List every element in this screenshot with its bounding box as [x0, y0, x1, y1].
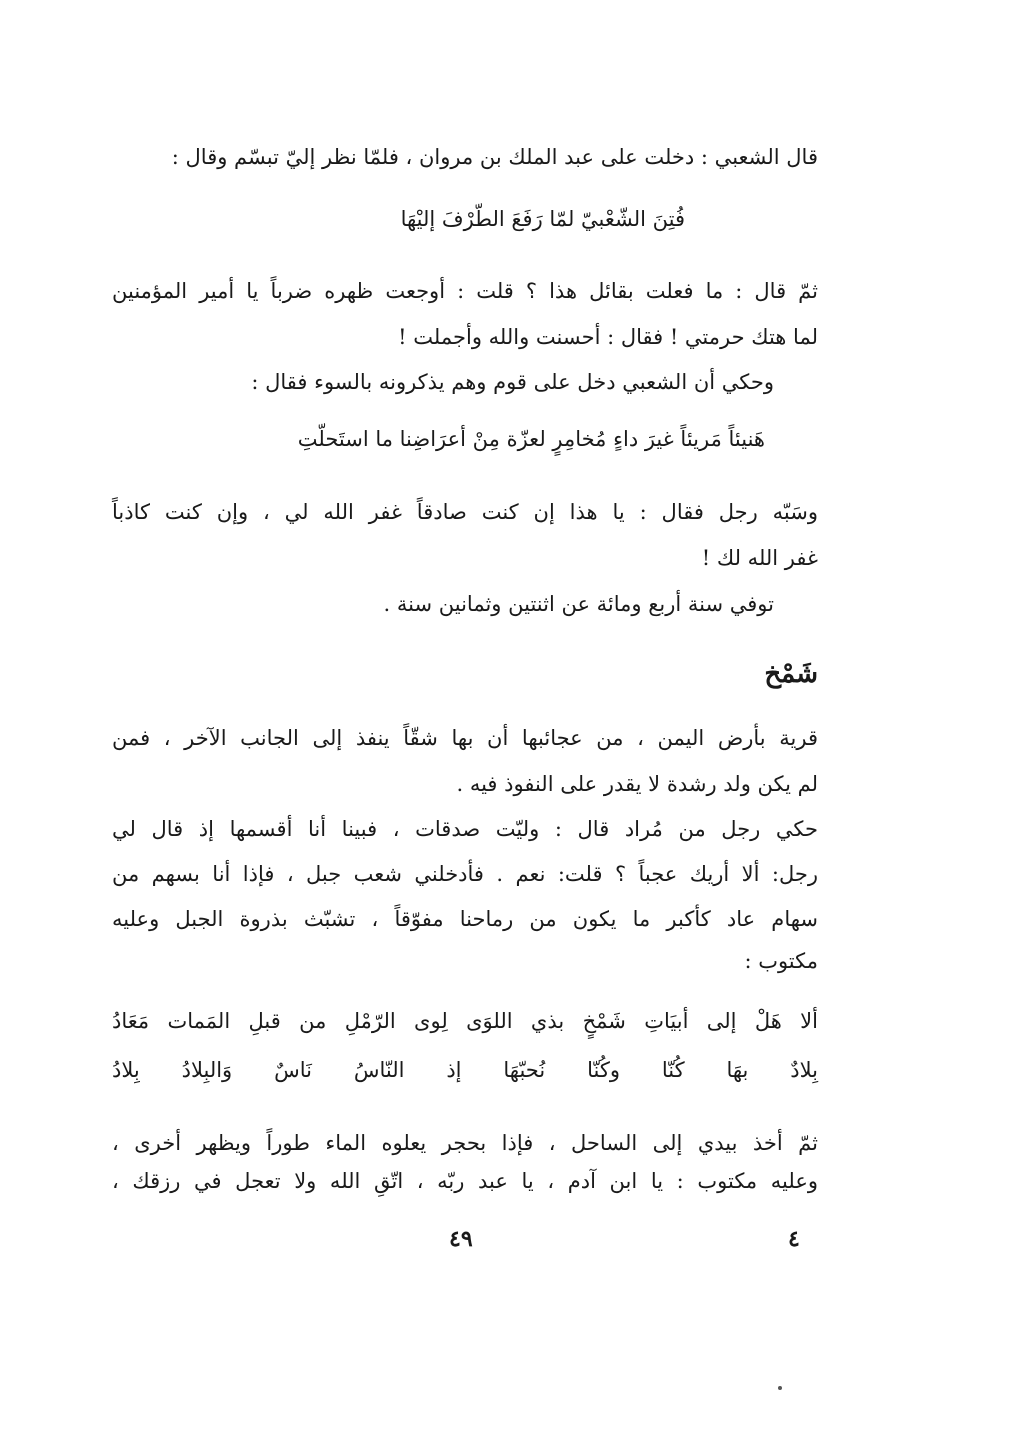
text-line: وعليه مكتوب : يا ابن آدم ، يا عبد ربّه ، اتّقِ الله ولا تعجل في رزقك ، [112, 1169, 818, 1193]
section-number: ٤ [788, 1226, 800, 1252]
text-line: وسَبّه رجل فقال : يا هذا إن كنت صادقاً غفر الله لي ، وإن كنت كاذباً [112, 500, 818, 524]
section-heading: شَمْخ [764, 659, 818, 689]
text-line: ثمّ أخذ بيدي إلى الساحل ، فإذا بحجر يعلوه الماء طوراً ويظهر أخرى ، [112, 1131, 818, 1155]
verse-line: بِلادٌ بهَا كُنّا وكُنّا نُحبّهَا إذ النّاسُ نَاسٌ وَالبِلادُ بِلادُ [112, 1058, 818, 1082]
text-line: قرية بأرض اليمن ، من عجائبها أن بها شقّاً ينفذ إلى الجانب الآخر ، فمن [112, 726, 818, 750]
text-line: سهام عاد كأكبر ما يكون من رماحنا مفوّقاً ، تشبّث بذروة الجبل وعليه [112, 907, 818, 931]
text-line: قال الشعبي : دخلت على عبد الملك بن مروان ، فلمّا نظر إليّ تبسّم وقال : [171, 145, 818, 169]
page-number: ٤٩ [449, 1226, 473, 1252]
text-line: لما هتك حرمتي ! فقال : أحسنت والله وأجملت ! [398, 325, 818, 349]
text-line: وحكي أن الشعبي دخل على قوم وهم يذكرونه بالسوء فقال : [251, 370, 774, 394]
verse-line: ألا هَلْ إلى أبيَاتِ شَمْخٍ بذي اللوَى لِوى الرّمْلِ من قبلِ المَمات مَعَادُ [112, 1009, 818, 1033]
text-line: حكي رجل من مُراد قال : وليّت صدقات ، فبينا أنا أقسمها إذ قال لي [112, 817, 818, 841]
text-line: غفر الله لك ! [701, 546, 818, 570]
text-line: رجل: ألا أريك عجباً ؟ قلت: نعم . فأدخلني شعب جبل ، فإذا أنا بسهم من [112, 862, 818, 886]
text-line: لم يكن ولد رشدة لا يقدر على النفوذ فيه . [456, 772, 818, 796]
verse-line: هَنيئاً مَريئاً غيرَ داءٍ مُخامِرٍ لعزّة مِنْ أعرَاضِنا ما استَحلّتِ [297, 427, 765, 451]
stray-mark [778, 1386, 782, 1390]
text-line: مكتوب : [744, 949, 818, 973]
text-line: توفي سنة أربع ومائة عن اثنتين وثمانين سنة . [383, 592, 774, 616]
verse-line: فُتِنَ الشّعْبيّ لمّا رَفَعَ الطّرْفَ إليْهَا [400, 207, 685, 231]
text-line: ثمّ قال : ما فعلت بقائل هذا ؟ قلت : أوجعت ظهره ضرباً يا أمير المؤمنين [112, 279, 818, 303]
